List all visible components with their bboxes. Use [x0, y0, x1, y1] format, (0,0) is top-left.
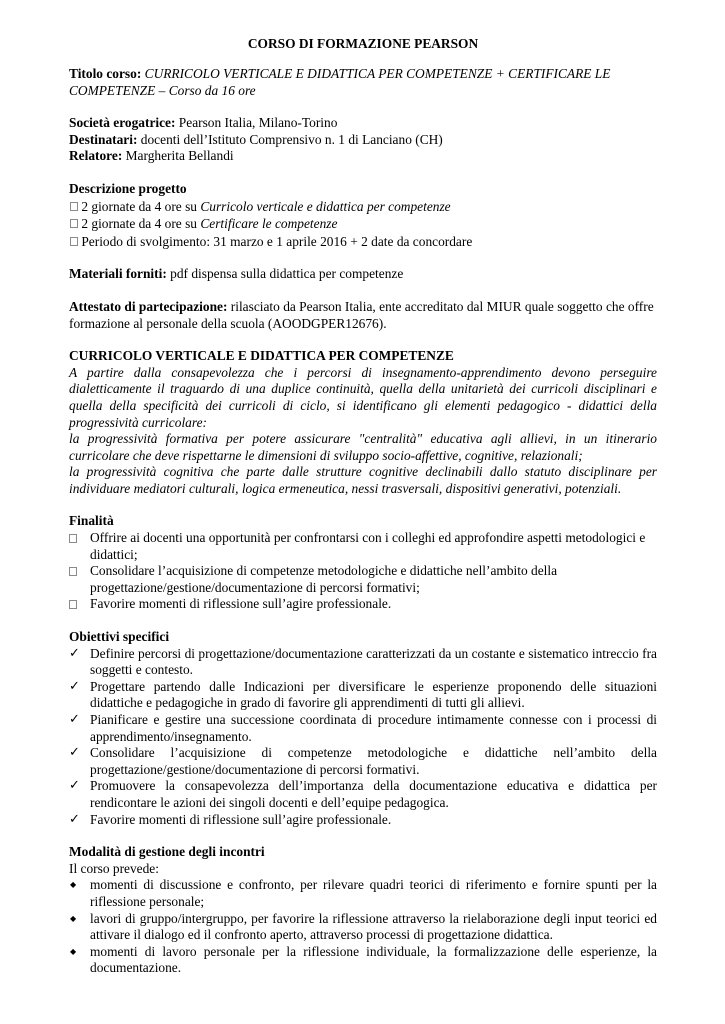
diamond-bullet-icon: ◆ [70, 913, 77, 923]
finalita-heading: Finalità [69, 513, 114, 529]
document-page [69, 36, 657, 977]
list-item: ✓ Promuovere la consapevolezza dell’importanza della documentazione educativa e didattica per rendicontare le azioni dei singoli docenti e dell’equipe pedagogica. [69, 778, 657, 810]
descrizione-item: 2 giornate da 4 ore su Certificare le competenze [69, 215, 657, 233]
course-title-suffix: – Corso da 16 ore [155, 82, 256, 98]
destinatari-label: Destinatari: [69, 131, 138, 147]
curricolo-paragraph: la progressività cognitiva che parte dalle strutture cognitive declinabili dallo statuto disciplinare per individuare mediatori culturali, logica ermeneutica, nessi trasversali, dispositivi generativi, potenziali. [69, 464, 657, 496]
course-info-block [69, 115, 657, 165]
materiali-label: Materiali forniti: [69, 266, 167, 282]
materiali-section [69, 266, 657, 283]
document-title: CORSO DI FORMAZIONE PEARSON [247, 36, 479, 51]
list-item: Offrire ai docenti una opportunità per confrontarsi con i colleghi ed approfondire aspetti metodologici e didattici; [69, 530, 657, 563]
list-item: Consolidare l’acquisizione di competenze metodologiche e didattiche nell’ambito della progettazione/gestione/documentazione di percorsi formativi; [69, 563, 657, 596]
list-item: ✓ Progettare partendo dalle Indicazioni per diversificare le esperienze proponendo delle situazioni didattiche e pedagogiche in grado di favorire gli apprendimenti di tutti gli allievi. [69, 678, 657, 711]
modalita-section [69, 844, 657, 977]
empty-box-icon [69, 567, 77, 576]
diamond-bullet-icon: ◆ [70, 880, 77, 890]
empty-box-icon [70, 237, 78, 246]
curricolo-section [69, 348, 657, 497]
list-item: ◆ lavori di gruppo/intergruppo, per favorire la riflessione attraverso la rielaborazione degli input teorici ed attivare il dialogo ed il confronto aperto, attraverso processi di progettazione didattica. [70, 910, 657, 943]
list-item: ✓ Favorire momenti di riflessione sull’agire professionale. [69, 811, 392, 827]
empty-box-icon [69, 534, 77, 543]
curricolo-heading: CURRICOLO VERTICALE E DIDATTICA PER COMPETENZE [69, 348, 454, 364]
checkmark-icon: ✓ [69, 645, 80, 661]
checkmark-icon: ✓ [69, 678, 80, 694]
course-title-value: CURRICOLO VERTICALE E DIDATTICA PER COMPETENZE + CERTIFICARE LE COMPETENZE [69, 66, 611, 98]
attestato-value: rilasciato da Pearson Italia, ente accreditato dal MIUR quale soggetto che offre formazione al personale della scuola (AOODGPER12676). [69, 298, 654, 331]
societa-value: Pearson Italia, Milano-Torino [175, 115, 338, 131]
obiettivi-list [69, 646, 657, 829]
checkmark-icon: ✓ [69, 778, 80, 794]
curricolo-paragraph: la progressività formativa per potere assicurare "centralità" educativa agli allievi, in un itinerario curricolare che deve rispettarne le dimensioni di sviluppo socio-affettive, cognitive, relazionali; [69, 431, 657, 463]
descrizione-item: Periodo di svolgimento: 31 marzo e 1 aprile 2016 + 2 date da concordare [69, 233, 657, 251]
list-item: Favorire momenti di riflessione sull’agire professionale. [69, 596, 657, 613]
relatore-value: Margherita Bellandi [122, 148, 234, 164]
materiali-value: pdf dispensa sulla didattica per competenze [166, 266, 404, 282]
relatore-label: Relatore: [69, 148, 123, 164]
diamond-bullet-icon: ◆ [70, 946, 77, 956]
checkmark-icon: ✓ [69, 712, 80, 727]
attestato-section [69, 299, 657, 332]
obiettivi-heading: Obiettivi specifici [69, 629, 170, 645]
list-item: ✓ Pianificare e gestire una successione coordinata di procedure intimamente connesse con i processi di apprendimento/insegnamento. [69, 712, 657, 744]
societa-label: Società erogatrice: [69, 115, 176, 131]
checkmark-icon: ✓ [69, 811, 80, 827]
empty-box-icon [69, 600, 77, 609]
course-title-block [69, 66, 657, 99]
modalita-intro: Il corso prevede: [69, 860, 159, 876]
list-item: ✓ Definire percorsi di progettazione/documentazione caratterizzati da un costante e sistematico intreccio fra soggetti e contesto. [69, 645, 657, 678]
descrizione-item: 2 giornate da 4 ore su Curricolo verticale e didattica per competenze [69, 198, 657, 216]
empty-box-icon [70, 202, 78, 211]
list-item: ◆ momenti di lavoro personale per la riflessione individuale, la formalizzazione delle esperienze, la documentazione. [70, 943, 657, 976]
descrizione-section [69, 181, 657, 250]
modalita-list [69, 877, 657, 977]
obiettivi-section [69, 629, 657, 828]
modalita-heading: Modalità di gestione degli incontri [69, 844, 265, 860]
course-title-label: Titolo corso: [69, 66, 142, 81]
destinatari-value: docenti dell’Istituto Comprensivo n. 1 di Lanciano (CH) [137, 131, 443, 147]
list-item: ◆ momenti di discussione e confronto, per rilevare quadri teorici di riferimento e fornire spunti per la riflessione personale; [70, 877, 657, 909]
checkmark-icon: ✓ [69, 745, 80, 761]
list-item: ✓ Consolidare l’acquisizione di competenze metodologiche e didattiche nell’ambito della progettazione/gestione/documentazione di percorsi formativi. [69, 745, 657, 777]
finalita-section [69, 513, 657, 613]
curricolo-intro: A partire dalla consapevolezza che i percorsi di insegnamento-apprendimento devono perseguire dialetticamente il traguardo di una duplice continuità, quella della unitarietà dei curricoli disciplinari e quella della specificità dei curricoli di ciclo, si identificano gli elementi pedagogico - didattici della progressività curricolare: [69, 364, 657, 430]
finalita-list [69, 530, 657, 613]
attestato-label: Attestato di partecipazione: [69, 298, 228, 314]
descrizione-heading: Descrizione progetto [69, 180, 187, 196]
empty-box-icon [70, 219, 78, 228]
